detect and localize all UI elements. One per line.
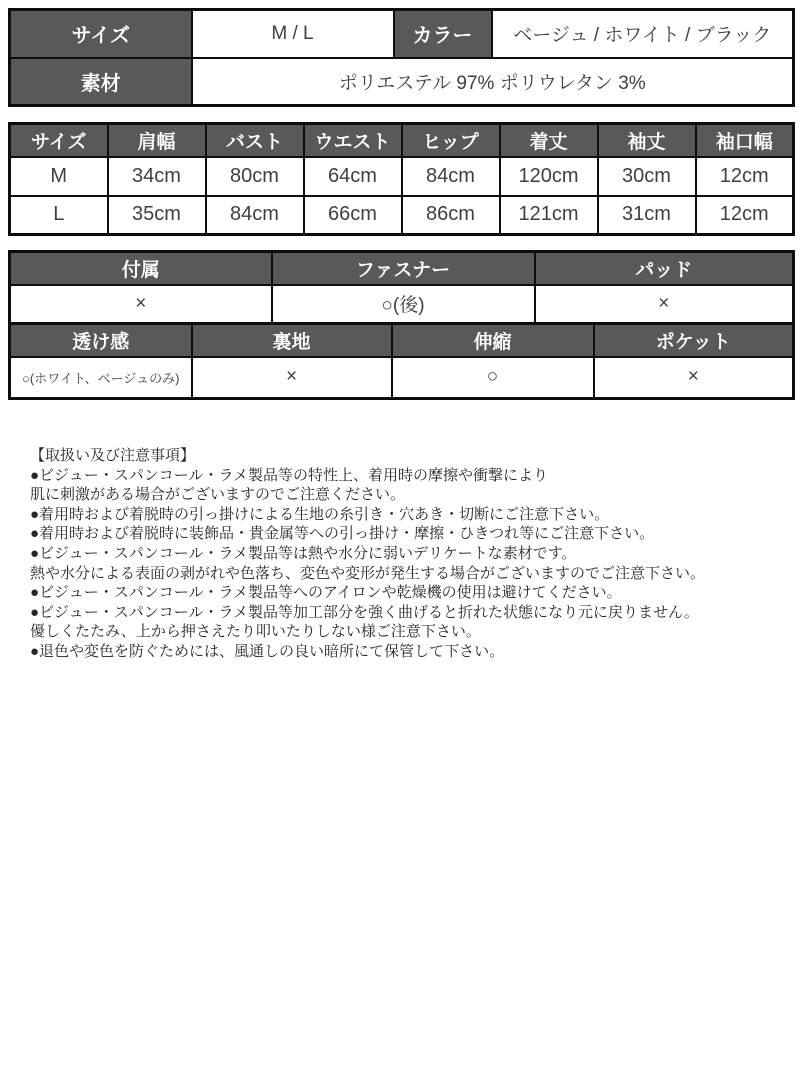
note-line: ●退色や変色を防ぐためには、風通しの良い暗所にて保管して下さい。 <box>30 642 505 660</box>
cell: 80cm <box>206 157 304 196</box>
note-line: ●ビジュー・スパンコール・ラメ製品等は熱や水分に弱いデリケートな素材です。 <box>30 544 577 562</box>
note-line: 熱や水分による表面の剥がれや色落ち、変色や変形が発生する場合がございますのでご注意下さい。 <box>30 564 706 582</box>
fastener-value: ○(後) <box>272 285 535 324</box>
stretch-value: ○ <box>392 357 594 399</box>
cell: 120cm <box>500 157 598 196</box>
cell: 12cm <box>696 157 794 196</box>
size-value: M / L <box>192 10 394 58</box>
note-line: ●着用時および着脱時に装飾品・貴金属等への引っ掛け・摩擦・ひきつれ等にご注意下さい。 <box>30 525 655 543</box>
size-color-material-table <box>8 8 795 107</box>
features-bottom-value-row <box>10 357 794 399</box>
lining-value: × <box>192 357 392 399</box>
col-header-waist: ウエスト <box>304 124 402 157</box>
sheerness-value: ○(ホワイト、ベージュのみ) <box>10 357 192 399</box>
features-bottom-header-row <box>10 324 794 357</box>
col-header-sleeve: 袖丈 <box>598 124 696 157</box>
accessory-value: × <box>10 285 272 324</box>
table-row <box>10 58 794 106</box>
pad-value: × <box>535 285 794 324</box>
cell: 12cm <box>696 196 794 235</box>
lining-header: 裏地 <box>192 324 392 357</box>
cell: L <box>10 196 108 235</box>
cell: M <box>10 157 108 196</box>
features-top-header-row <box>10 252 794 285</box>
cell: 64cm <box>304 157 402 196</box>
color-header: カラー <box>394 10 492 58</box>
measurements-row-l <box>10 196 794 235</box>
cell: 35cm <box>108 196 206 235</box>
col-header-length: 着丈 <box>500 124 598 157</box>
cell: 84cm <box>402 157 500 196</box>
cell: 34cm <box>108 157 206 196</box>
handling-notes <box>30 446 780 662</box>
measurements-row-m <box>10 157 794 196</box>
features-top-value-row <box>10 285 794 324</box>
col-header-hip: ヒップ <box>402 124 500 157</box>
pocket-header: ポケット <box>594 324 794 357</box>
stretch-header: 伸縮 <box>392 324 594 357</box>
features-table-top <box>8 250 795 325</box>
measurements-header-row <box>10 124 794 157</box>
pocket-value: × <box>594 357 794 399</box>
col-header-bust: バスト <box>206 124 304 157</box>
note-line: 肌に刺激がある場合がございますのでご注意ください。 <box>30 486 406 504</box>
cell: 86cm <box>402 196 500 235</box>
material-value: ポリエステル 97% ポリウレタン 3% <box>192 58 794 106</box>
accessory-header: 付属 <box>10 252 272 285</box>
table-row <box>10 10 794 58</box>
cell: 84cm <box>206 196 304 235</box>
note-line: ●ビジュー・スパンコール・ラメ製品等の特性上、着用時の摩擦や衝撃により <box>30 466 549 484</box>
col-header-cuff: 袖口幅 <box>696 124 794 157</box>
cell: 30cm <box>598 157 696 196</box>
fastener-header: ファスナー <box>272 252 535 285</box>
pad-header: パッド <box>535 252 794 285</box>
features-table-bottom <box>8 322 795 400</box>
cell: 66cm <box>304 196 402 235</box>
cell: 31cm <box>598 196 696 235</box>
notes-title: 【取扱い及び注意事項】 <box>30 447 196 464</box>
note-line: 優しくたたみ、上から押さえたり叩いたりしない様ご注意下さい。 <box>30 623 481 641</box>
col-header-shoulder: 肩幅 <box>108 124 206 157</box>
note-line: ●ビジュー・スパンコール・ラメ製品等へのアイロンや乾燥機の使用は避けてください。 <box>30 584 622 602</box>
measurements-table <box>8 122 795 236</box>
sheerness-header: 透け感 <box>10 324 192 357</box>
cell: 121cm <box>500 196 598 235</box>
note-line: ●着用時および着脱時の引っ掛けによる生地の糸引き・穴あき・切断にご注意下さい。 <box>30 505 610 523</box>
col-header-size: サイズ <box>10 124 108 157</box>
note-line: ●ビジュー・スパンコール・ラメ製品等加工部分を強く曲げると折れた状態になり元に戻りません。 <box>30 603 699 621</box>
color-value: ベージュ / ホワイト / ブラック <box>492 10 794 58</box>
size-header: サイズ <box>10 10 192 58</box>
material-header: 素材 <box>10 58 192 106</box>
